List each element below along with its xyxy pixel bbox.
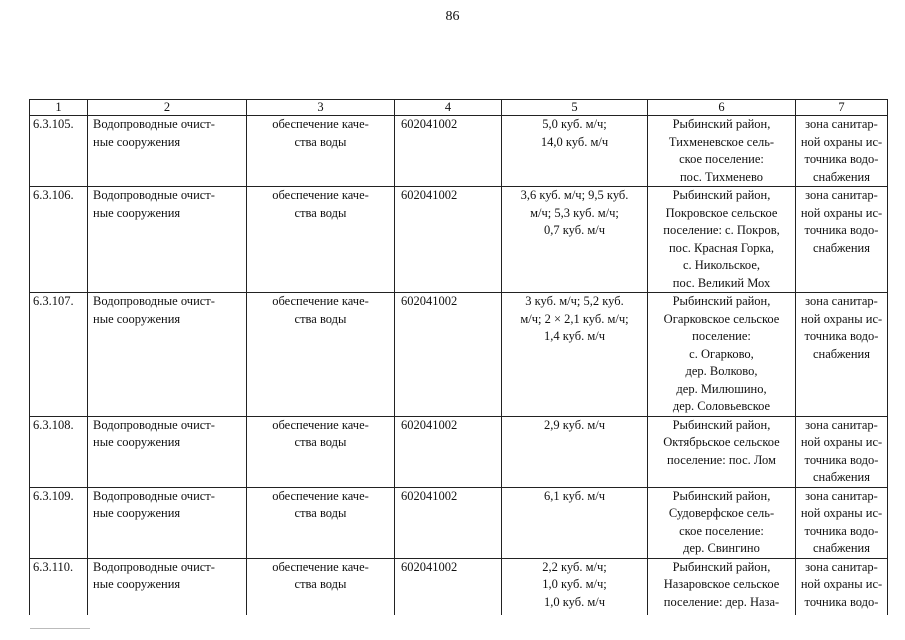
- column-header-4: 4: [395, 100, 502, 116]
- table-row: [30, 187, 888, 293]
- row-number-cell: 6.3.106.: [30, 187, 88, 293]
- code-cell: 602041002: [395, 558, 502, 615]
- table-row: [30, 416, 888, 487]
- purpose-cell: обеспечение каче- ства воды: [247, 187, 395, 293]
- row-number-cell: 6.3.110.: [30, 558, 88, 615]
- row-number-cell: 6.3.108.: [30, 416, 88, 487]
- location-cell: Рыбинский район, Покровское сельское поселение: с. Покров, пос. Красная Горка, с. Никольское, пос. Великий Мох: [648, 187, 796, 293]
- facility-name-cell: Водопроводные очист- ные сооружения: [88, 487, 247, 558]
- scan-edge-mark: [30, 628, 90, 629]
- row-number-cell: 6.3.107.: [30, 293, 88, 417]
- zone-cell: зона санитар- ной охраны ис- точника водо- снабжения: [796, 293, 888, 417]
- code-cell: 602041002: [395, 187, 502, 293]
- facility-name-cell: Водопроводные очист- ные сооружения: [88, 416, 247, 487]
- facility-name-cell: Водопроводные очист- ные сооружения: [88, 187, 247, 293]
- column-header-7: 7: [796, 100, 888, 116]
- capacity-cell: 5,0 куб. м/ч; 14,0 куб. м/ч: [502, 116, 648, 187]
- column-header-3: 3: [247, 100, 395, 116]
- column-header-2: 2: [88, 100, 247, 116]
- capacity-cell: 2,2 куб. м/ч; 1,0 куб. м/ч; 1,0 куб. м/ч: [502, 558, 648, 615]
- zone-cell: зона санитар- ной охраны ис- точника водо- снабжения: [796, 116, 888, 187]
- column-header-6: 6: [648, 100, 796, 116]
- location-cell: Рыбинский район, Октябрьское сельское поселение: пос. Лом: [648, 416, 796, 487]
- table-header-row: [30, 100, 888, 116]
- purpose-cell: обеспечение каче- ства воды: [247, 293, 395, 417]
- facilities-table: [29, 99, 888, 615]
- location-cell: Рыбинский район, Огарковское сельское поселение: с. Огарково, дер. Волково, дер. Милюшино, дер. Соловьевское: [648, 293, 796, 417]
- purpose-cell: обеспечение каче- ства воды: [247, 416, 395, 487]
- zone-cell: зона санитар- ной охраны ис- точника водо- снабжения: [796, 187, 888, 293]
- column-header-5: 5: [502, 100, 648, 116]
- table-row: [30, 116, 888, 187]
- facility-name-cell: Водопроводные очист- ные сооружения: [88, 293, 247, 417]
- purpose-cell: обеспечение каче- ства воды: [247, 116, 395, 187]
- code-cell: 602041002: [395, 116, 502, 187]
- table-row: [30, 487, 888, 558]
- row-number-cell: 6.3.109.: [30, 487, 88, 558]
- location-cell: Рыбинский район, Судоверфское сель- ское поселение: дер. Свингино: [648, 487, 796, 558]
- facility-name-cell: Водопроводные очист- ные сооружения: [88, 558, 247, 615]
- capacity-cell: 2,9 куб. м/ч: [502, 416, 648, 487]
- code-cell: 602041002: [395, 293, 502, 417]
- row-number-cell: 6.3.105.: [30, 116, 88, 187]
- capacity-cell: 3 куб. м/ч; 5,2 куб. м/ч; 2 × 2,1 куб. м/ч; 1,4 куб. м/ч: [502, 293, 648, 417]
- facility-name-cell: Водопроводные очист- ные сооружения: [88, 116, 247, 187]
- table-row: [30, 558, 888, 615]
- location-cell: Рыбинский район, Назаровское сельское поселение: дер. Наза-: [648, 558, 796, 615]
- code-cell: 602041002: [395, 487, 502, 558]
- table-row: [30, 293, 888, 417]
- capacity-cell: 6,1 куб. м/ч: [502, 487, 648, 558]
- location-cell: Рыбинский район, Тихменевское сель- ское поселение: пос. Тихменево: [648, 116, 796, 187]
- zone-cell: зона санитар- ной охраны ис- точника водо- снабжения: [796, 416, 888, 487]
- purpose-cell: обеспечение каче- ства воды: [247, 558, 395, 615]
- capacity-cell: 3,6 куб. м/ч; 9,5 куб. м/ч; 5,3 куб. м/ч; 0,7 куб. м/ч: [502, 187, 648, 293]
- page-number: 86: [445, 9, 460, 24]
- purpose-cell: обеспечение каче- ства воды: [247, 487, 395, 558]
- zone-cell: зона санитар- ной охраны ис- точника водо-: [796, 558, 888, 615]
- column-header-1: 1: [30, 100, 88, 116]
- zone-cell: зона санитар- ной охраны ис- точника водо- снабжения: [796, 487, 888, 558]
- code-cell: 602041002: [395, 416, 502, 487]
